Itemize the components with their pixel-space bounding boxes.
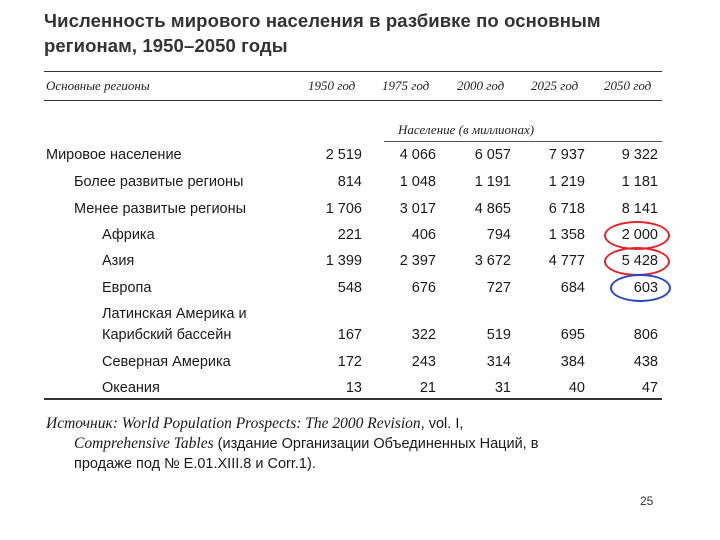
value-cell: 406: [411, 227, 436, 243]
value-cell: 438: [633, 354, 658, 370]
value-cell: 1 219: [548, 174, 585, 190]
header-year-2050: 2050 год: [604, 78, 652, 93]
source-line2-rest: (издание Организации Объединенных Наций, в: [213, 436, 539, 452]
table-row: [0, 200, 720, 224]
value-cell: 9 322: [621, 147, 658, 163]
value-cell: 1 358: [548, 227, 585, 243]
value-cell: 322: [411, 327, 436, 343]
units-rule: [384, 141, 662, 142]
source-vol: , vol. I,: [420, 416, 464, 432]
value-cell: 3 017: [399, 201, 436, 217]
header-year-2000: 2000 год: [457, 78, 505, 93]
value-cell: 2 397: [399, 253, 436, 269]
value-cell: 47: [641, 380, 658, 396]
red-circle-annotation: [604, 221, 670, 250]
value-cell: 3 672: [474, 253, 511, 269]
value-cell: 6 057: [474, 147, 511, 163]
source-note: Источник: World Population Prospects: The 2000 Revision, vol. I, Comprehensive Tables (издание Организации Объединенных Наций, в продаже под № E.01.XIII.8 и Corr.1).: [46, 415, 539, 472]
header-region: Основные регионы: [46, 78, 150, 93]
value-cell: 2 000: [621, 227, 658, 243]
value-cell: 4 777: [548, 253, 585, 269]
row-label: Океания: [102, 380, 160, 396]
value-cell: 548: [337, 280, 362, 296]
row-label: Латинская Америка и: [102, 306, 247, 322]
value-cell: 6 718: [548, 201, 585, 217]
value-cell: 172: [337, 354, 362, 370]
row-label: Азия: [102, 253, 135, 269]
value-cell: 5 428: [621, 253, 658, 269]
table-row: [0, 146, 720, 170]
value-cell: 2 519: [325, 147, 362, 163]
value-cell: 7 937: [548, 147, 585, 163]
value-cell: 1 399: [325, 253, 362, 269]
source-title: World Population Prospects: The 2000 Revision: [121, 415, 421, 432]
value-cell: 727: [486, 280, 511, 296]
row-label: Северная Америка: [102, 354, 231, 370]
header-rule: [44, 100, 662, 101]
value-cell: 8 141: [621, 201, 658, 217]
value-cell: 814: [337, 174, 362, 190]
header-year-1950: 1950 год: [308, 78, 356, 93]
value-cell: 519: [486, 327, 511, 343]
value-cell: 31: [494, 380, 511, 396]
row-label: Карибский бассейн: [102, 327, 232, 343]
row-label: Более развитые регионы: [74, 174, 244, 190]
source-prefix: Источник: [46, 415, 113, 432]
table-row: [0, 173, 720, 197]
value-cell: 1 191: [474, 174, 511, 190]
row-label: Менее развитые регионы: [74, 201, 247, 217]
value-cell: 221: [337, 227, 362, 243]
row-label: Европа: [102, 280, 152, 296]
units-label: Население (в миллионах): [398, 122, 535, 137]
source-line3: продаже под № E.01.XIII.8 и Corr.1).: [74, 456, 316, 472]
value-cell: 1 181: [621, 174, 658, 190]
value-cell: 684: [560, 280, 585, 296]
red-circle-annotation: [604, 247, 670, 276]
row-label: Африка: [102, 227, 155, 243]
value-cell: 243: [411, 354, 436, 370]
value-cell: 384: [560, 354, 585, 370]
value-cell: 806: [633, 327, 658, 343]
value-cell: 695: [560, 327, 585, 343]
value-cell: 603: [633, 280, 658, 296]
table-row: [0, 305, 720, 349]
value-cell: 314: [486, 354, 511, 370]
value-cell: 13: [345, 380, 362, 396]
header-year-2025: 2025 год: [531, 78, 579, 93]
value-cell: 4 066: [399, 147, 436, 163]
value-cell: 1 048: [399, 174, 436, 190]
value-cell: 40: [568, 380, 585, 396]
header-year-1975: 1975 год: [382, 78, 430, 93]
value-cell: 676: [411, 280, 436, 296]
blue-circle-annotation: [610, 274, 671, 302]
row-label: Мировое население: [46, 147, 182, 163]
source-tables: Comprehensive Tables: [74, 435, 214, 452]
value-cell: 1 706: [325, 201, 362, 217]
value-cell: 794: [486, 227, 511, 243]
table-row: [0, 353, 720, 377]
value-cell: 167: [337, 327, 362, 343]
page-number: 25: [640, 494, 654, 508]
value-cell: 4 865: [474, 201, 511, 217]
value-cell: 21: [419, 380, 436, 396]
table-top-rule: [44, 71, 662, 72]
table-title: Численность мирового населения в разбивке по основным регионам, 1950–2050 годы: [44, 10, 601, 56]
table-bottom-rule: [44, 398, 662, 400]
